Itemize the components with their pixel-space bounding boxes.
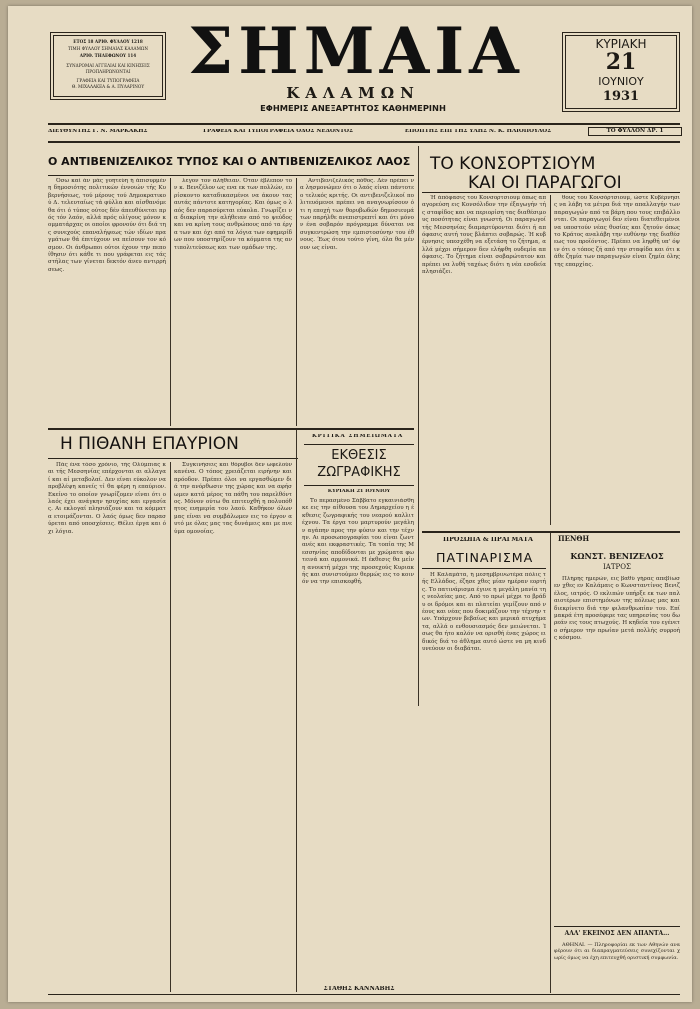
issue-price-line: ΤΙΜΗ ΦΥΛΛΟΥ ΣΗΜΑΙΑΣ ΚΑΛΑΜΩΝ: [67, 46, 148, 51]
consortium-headline-2: ΚΑΙ ΟΙ ΠΑΡΑΓΩΓΟΙ: [468, 173, 622, 193]
exhibition-kicker: ΚΡΙΤΙΚΑ ΣΗΜΕΙΩΜΑΤΑ: [312, 434, 404, 439]
issue-phone-line: ΑΡΙΘ. ΤΗΛΕΦΩΝΟΥ 114: [79, 53, 137, 58]
director-line: ΔΙΕΥΘΥΝΤΗΣ Γ. Ν. ΜΑΡΚΑΚΗΣ: [48, 129, 148, 134]
small-body-text: ΑΘΗΝΑΙ. — Πληροφορίαι εκ των Αθηνών αναφέρουν ότι αι διαπραγματεύσεις συνεχίζονται χωρίς όμως να έχη επιτευχθή οριστική συμφωνία.: [554, 942, 680, 961]
issue-number: ΕΤΟΣ 18 ΑΡΙΘ. ΦΥΛΛΟΥ 1218: [73, 39, 143, 44]
press-headline: Ο ΑΝΤΙΒΕΝΙΖΕΛΙΚΟΣ ΤΥΠΟΣ ΚΑΙ Ο ΑΝΤΙΒΕΝΙΖΕΛΙΚΟΣ ΛΑΟΣ: [48, 155, 411, 168]
issue-address-line: Θ. ΜΙΧΑΛΑΚΕΑ & Α. ΠΥΛΑΡΙΝΟΥ: [71, 84, 145, 89]
exhibition-body: [302, 498, 414, 982]
penthi-kicker: ΠΕΝΘΗ: [558, 534, 590, 543]
offices-line: ΓΡΑΦΕΙΑ ΚΑΙ ΤΥΠΟΓΡΑΦΕΙΑ ΟΔΟΣ ΝΕΔΟΝΤΟΣ: [203, 129, 353, 134]
date-month: ΙΟΥΝΙΟΥ: [598, 75, 644, 88]
exhibition-headline: [304, 444, 414, 486]
masthead: [8, 6, 692, 124]
consortium-headline-1: ΤΟ ΚΟΝΣΟΡΤΣΙΟΥΜ: [430, 154, 596, 174]
date-year: 1931: [602, 89, 640, 104]
consortium-col-1: [422, 195, 546, 533]
price-line: ΤΟ ΦΥΛΛΟΝ ΔΡ. 1: [588, 127, 682, 136]
pithani-col-1: [48, 462, 166, 998]
penthi-body: [554, 576, 680, 921]
consortium-col-2-text: θους του Κονσόρτσιουμ, ώστε Κυβέρνησις να λάβη τα μέτρα διά την απαλλαγήν των παραγωγών από τα βάρη που τους επιβάλλονται. Οι παραγωγοί δεν είναι διατεθειμένοι να υποστούν νέας θυσίας και ζητούν όπως το Κράτος αναλάβη την ευθύνην της διαθέσεως του προϊόντος. Πρέπει να ληφθή υπ' όψιν ότι ο τόπος ζή από την σταφίδα και ότι κάθε ζημία των παραγωγών είναι ζημία όλης της επαρχίας.: [554, 195, 680, 268]
press-col-3: [300, 178, 414, 424]
press-col-2: [174, 178, 292, 424]
issue-info-box: [50, 32, 166, 100]
press-col-1: [48, 178, 166, 424]
patinarisma-kicker: ΠΡΟΣΩΠΑ & ΠΡΑΓΜΑΤΑ: [443, 537, 533, 543]
date-day: ΚΥΡΙΑΚΗ: [595, 37, 647, 51]
exhibition-dateline: ΚΥΡΙΑΚΗ 21 ΙΟΥΝΙΟΥ: [327, 489, 391, 494]
masthead-tagline: ΕΦΗΜΕΡΙΣ ΑΝΕΞΑΡΤΗΤΟΣ ΚΑΘΗΜΕΡΙΝΗ: [260, 103, 446, 113]
issue-subscription-line: ΣΥΝΔΡΟΜΑΙ ΑΓΓΕΛΙΑΙ ΚΑΙ ΚΙΝΗΣΕΙΣ: [66, 63, 150, 68]
press-col-1-text: Όσω καί άν μάς γοητεύη ή άπισυρμένη δημοσιότης πολιτικών έννοιών τής Κυβερνήσεως, τού μέρους τού Δημοκρατικού Δ. τελευταίως τά φύλλα και αίσθανόμεθα ότι ό τύπος ούτος δέν άπευθύνεται πρός τόν λαόν, αλλά πρός ολίγους μόνον κομματάρχας οι οποίοι φρονούν ότι διά της συνεχούς επαναλήψεως τών ιδίων πραγμάτων θά έπιτύχουν να πείσουν τον κόσμον. Οι άνθρωποι ούτοι έχουν την πεποίθησιν ότι κάθε τι που γράφεται εις τάς στήλας των γίνεται δεκτόν άνευ αντιρρήσεως.: [48, 178, 166, 273]
press-col-3-text: Αντιβενιζελικός πόθος. Δέν πρέπει να λησμονώμεν ότι ο λαός είναι πάντοτε ο τελικός κριτής. Οι αντιβενιζελικοί πολιτευόμενοι πρέπει να αναγνωρίσουν ότι η εποχή των θορυβωδών δημοσιευμάτων παρήλθε ανεπιστρεπτί και ότι μόνον ένα σοβαρόν πρόγραμμα δύναται να συγκεντρώση την εμπιστοσύνην του έθνους. Έως ότου τούτο γίνη, όλα θα μένουν ως είναι.: [300, 178, 414, 251]
patinarisma-body-text: Η Καλαμάτα, ή μεσημβρινωτέρα πόλις τής Ελλάδος, έζησε χθες μίαν ημέραν εορτής. Το πατινάρισμα έγινε η μεγάλη μανία της νεολαίας μας. Από το πρωί μέχρι το βράδυ οι δρόμοι και αι πλατείαι γεμίζουν από νέους και νέας που δοκιμάζουν την τέχνην των. Υπάρχουν βεβαίως και μερικά ατυχήματα, αλλά ο ενθουσιασμός δεν μειώνεται. Ίσως θα ήτο καλόν να ορισθή ένας χώρος ειδικός διά το άθλημα αυτό ώστε να μη κινδυνεύουν οι διαβάται.: [422, 572, 546, 653]
pithani-col-1-text: Πάς ένα τόσο χρόνιο, τής Ολύμπιας και τής Μεσσηνίας επέρχονται αι αλλαγαί και αί μεταβολαί. Δεν είναι εύκολον να προβλέψη κανείς τί θα φέρη η επαύριον. Εκείνο το οποίον γνωρίζομεν είναι ότι ο λαός έχει ανάγκην ησυχίας και εργασίας. Αι εκλογαί πλησιάζουν και τα κόμματα ετοιμάζονται. Ο λαός όμως δεν παρασύρεται από υποσχέσεις. Θέλει έργα και όχι λόγια.: [48, 462, 166, 535]
consortium-col-2: [554, 195, 680, 527]
pithani-col-2-text: Συγκινήσεις και θόρυβοι δεν ωφελούν κανένα. Ο τόπος χρειάζεται ειρήνην και πρόοδον. Πρέπει όλοι να εργασθώμεν διά την ανόρθωσιν της χώρας και να αφήσωμεν κατά μέρος τα πάθη του παρελθόντος. Μόνον ούτω θα επιτευχθή η πολυπόθητος ευημερία του λαού. Καθήκον όλων μας είναι να συμβάλωμεν εις το έργον αυτό με όλας μας τας δυνάμεις και με πνεύμα ομονοίας.: [174, 462, 292, 535]
date-number: 21: [605, 49, 637, 75]
masthead-title: ΣΗΜΑΙΑ: [188, 14, 524, 89]
penthi-body-text: Πλήρης ημερών, εις βαθύ γήρας απεβίωσεν χθες εν Καλάμαις ο Κωνσταντίνος Βενιζέλος, ιατρός. Ο εκλιπών υπήρξε εκ των παλαιοτέρων επιστημόνων της πόλεως μας και διεκρίνετο διά την φιλανθρωπίαν του. Επί μακρά έτη προσέφερε τας υπηρεσίας του δωρεάν εις τους πτωχούς. Η κηδεία του εγένετο σήμερον την πρωίαν μετά πολλής συρροής κόσμου.: [554, 576, 680, 642]
newspaper-page: [8, 6, 692, 1002]
issue-offices-line: ΓΡΑΦΕΙΑ ΚΑΙ ΤΥΠΟΓΡΑΦΕΙΑ: [76, 78, 140, 83]
exhibition-body-text: Το περασμένο Σάββατο εγκαινιάσθηκε εις την αίθουσα του Δημαρχείου η έκθεσις ζωγραφικής του νεαρού καλλιτέχνου. Τα έργα του μαρτυρούν μεγάλην αγάπην προς την φύσιν και την τέχνην. Αι προσωπογραφίαι του είναι ζωντανές και εκφραστικές. Τα τοπία της Μεσσηνίας αποδίδονται με χρώματα φωτεινά και αρμονικά. Η έκθεσις θα μείνη ανοικτή μέχρι της προσεχούς Κυριακής και συνιστούμεν θερμώς εις το κοινόν να την επισκεφθή.: [302, 498, 414, 586]
small-heading: ΑΛΛ' ΕΚΕΙΝΟΣ ΔΕΝ ΑΠΑΝΤΑ...: [564, 930, 670, 937]
pithani-headline: Η ΠΙΘΑΝΗ ΕΠΑΥΡΙΟΝ: [60, 434, 239, 454]
info-bar: [48, 125, 680, 139]
patinarisma-body: [422, 572, 546, 992]
pithani-col-2: [174, 462, 292, 998]
editor-line: ΕΠΟΠΤΗΣ ΕΠΙ ΤΗΣ ΥΛΗΣ Ν. Κ. ΗΛΙΟΠΟΥΛΟΣ: [404, 129, 552, 134]
issue-prepaid-line: ΠΡΟΠΛΗΡΩΝΟΝΤΑΙ: [85, 69, 131, 74]
patinarisma-headline: ΠΑΤΙΝΑΡΙΣΜΑ: [436, 550, 534, 565]
small-body: [554, 942, 680, 992]
penthi-title: ΙΑΤΡΟΣ: [603, 563, 631, 571]
penthi-name: ΚΩΝΣΤ. ΒΕΝΙΖΕΛΟΣ: [570, 551, 664, 561]
consortium-col-1-text: Ή άπόφασις του Κονσορτσιουμ όπως απαγορεύση εις Κονσόλιδον την έξαγωγήν τής σταφίδος και να περιορίση τας διαθέσιμους ποσότητας είναι γνωστή. Οι παραγωγοί τής Μεσσηνίας διαμαρτύρονται διότι ή απόφασις αυτή τους βλάπτει σοβαρώς. Ή κυβέρνησις υπεσχέθη να εξετάση το ζήτημα, αλλά μέχρι σήμερον δεν ελήφθη ουδεμία απόφασις. Το ζήτημα είναι σοβαρώτατον και πρέπει να λυθή ταχέως διότι η νέα εσοδεία πλησιάζει.: [422, 195, 546, 276]
exhibition-headline-text: ΕΚΘΕΣΙΣ ΖΩΓΡΑΦΙΚΗΣ: [317, 448, 401, 480]
press-col-2-text: λεγον τον αλήθειαν. Όταν έβλεπον τον κ. Βενιζέλον ως ενα εκ των πολλών, ευρίσκοντο καταδικασμένοι να άκουν τας αυτάς πάντοτε κατηγορίας. Και όμως ο λαός δεν παρασύρεται εύκολα. Γνωρίζει να διακρίνη την αλήθειαν από το ψεύδος και να κρίνη τους ανθρώπους από τα έργα των και όχι από τα λόγια των εφημερίδων που υποστηρίζουν τα κόμματα της αντιπολιτεύσεως και των ομάδων της.: [174, 178, 292, 251]
date-box: [562, 32, 680, 112]
masthead-subtitle: ΚΑΛΑΜΩΝ: [286, 84, 420, 102]
exhibition-signature: ΣΤΑΘΗΣ ΚΑΝΝΑΒΗΣ: [323, 986, 395, 992]
